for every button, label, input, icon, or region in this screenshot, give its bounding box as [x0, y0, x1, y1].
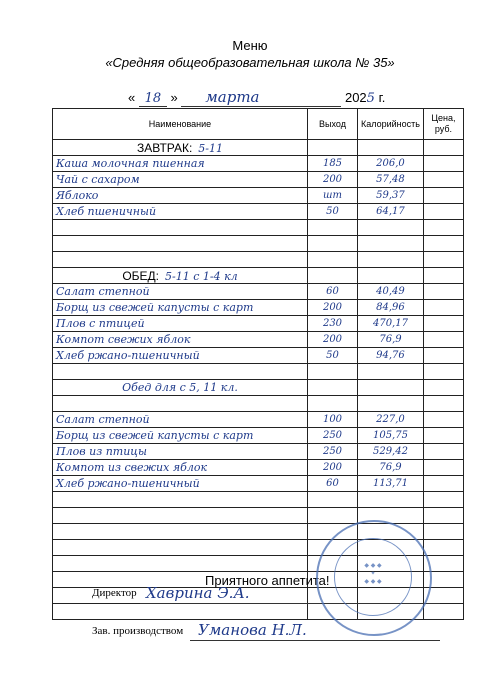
- section-row: [53, 268, 464, 284]
- item-price: [423, 428, 463, 444]
- table-row: [53, 332, 464, 348]
- item-calories: 76,9: [358, 332, 424, 348]
- item-name: Борщ из свежей капусты с карт: [53, 300, 308, 316]
- item-calories: 94,76: [358, 348, 424, 364]
- empty-cell: [53, 556, 308, 572]
- empty-cell: [423, 268, 463, 284]
- empty-cell: [423, 508, 463, 524]
- item-name: Хлеб ржано-пшеничный: [53, 476, 308, 492]
- section-row: [53, 140, 464, 156]
- item-name: Каша молочная пшенная: [53, 156, 308, 172]
- date-year-prefix: 202: [344, 90, 367, 105]
- item-output: 200: [308, 172, 358, 188]
- date-day: 18: [144, 91, 162, 106]
- item-output: 100: [308, 412, 358, 428]
- empty-cell: [53, 540, 308, 556]
- empty-cell: [53, 524, 308, 540]
- item-calories: 84,96: [358, 300, 424, 316]
- empty-cell: [358, 252, 424, 268]
- empty-cell: [53, 604, 308, 620]
- item-name: Компот из свежих яблок: [53, 460, 308, 476]
- empty-cell: [423, 604, 463, 620]
- subsection-row: [53, 380, 464, 396]
- item-price: [423, 348, 463, 364]
- item-price: [423, 284, 463, 300]
- section-note: 5-11 с 1-4 кл: [165, 269, 238, 283]
- item-price: [423, 412, 463, 428]
- item-calories: 227,0: [358, 412, 424, 428]
- item-calories: 76,9: [358, 460, 424, 476]
- table-row: [53, 156, 464, 172]
- empty-cell: [308, 364, 358, 380]
- page-title: Меню: [232, 38, 268, 53]
- empty-row: [53, 364, 464, 380]
- empty-row: [53, 236, 464, 252]
- item-calories: 40,49: [358, 284, 424, 300]
- item-name: Плов из птицы: [53, 444, 308, 460]
- table-row: [53, 316, 464, 332]
- empty-cell: [423, 492, 463, 508]
- table-row: [53, 204, 464, 220]
- empty-cell: [423, 524, 463, 540]
- item-price: [423, 332, 463, 348]
- deputy-signature-line: [190, 640, 440, 641]
- item-calories: 59,37: [358, 188, 424, 204]
- item-name: Плов с птицей: [53, 316, 308, 332]
- item-price: [423, 204, 463, 220]
- item-name: Салат степной: [53, 412, 308, 428]
- empty-cell: [308, 268, 358, 284]
- empty-row: [53, 492, 464, 508]
- greeting-text: Приятного аппетита!: [205, 573, 330, 588]
- empty-cell: [423, 252, 463, 268]
- item-output: 60: [308, 476, 358, 492]
- col-header-calories: Калорийность: [358, 109, 424, 140]
- table-row: [53, 348, 464, 364]
- table-row: [53, 476, 464, 492]
- empty-cell: [423, 140, 463, 156]
- item-price: [423, 460, 463, 476]
- school-name: «Средняя общеобразовательная школа № 35»: [105, 55, 395, 70]
- item-name: Чай с сахаром: [53, 172, 308, 188]
- empty-cell: [358, 236, 424, 252]
- item-name: Хлеб ржано-пшеничный: [53, 348, 308, 364]
- item-name: Хлеб пшеничный: [53, 204, 308, 220]
- empty-row: [53, 220, 464, 236]
- item-output: 250: [308, 428, 358, 444]
- item-name: Компот свежих яблок: [53, 332, 308, 348]
- empty-cell: [308, 380, 358, 396]
- item-price: [423, 188, 463, 204]
- empty-cell: [423, 380, 463, 396]
- item-output: 200: [308, 460, 358, 476]
- col-header-output: Выход: [308, 109, 358, 140]
- item-calories: 113,71: [358, 476, 424, 492]
- item-output: 200: [308, 332, 358, 348]
- item-output: 60: [308, 284, 358, 300]
- official-stamp: [316, 520, 432, 636]
- item-name: Яблоко: [53, 188, 308, 204]
- empty-cell: [423, 220, 463, 236]
- empty-cell: [308, 236, 358, 252]
- empty-cell: [423, 236, 463, 252]
- item-calories: 529,42: [358, 444, 424, 460]
- item-calories: 57,48: [358, 172, 424, 188]
- empty-cell: [308, 492, 358, 508]
- item-price: [423, 300, 463, 316]
- empty-cell: [358, 268, 424, 284]
- deputy-label: Зав. производством: [92, 625, 184, 637]
- empty-cell: [53, 508, 308, 524]
- item-price: [423, 316, 463, 332]
- empty-cell: [358, 364, 424, 380]
- item-output: 230: [308, 316, 358, 332]
- item-price: [423, 444, 463, 460]
- empty-cell: [308, 140, 358, 156]
- table-row: [53, 460, 464, 476]
- empty-cell: [358, 380, 424, 396]
- item-output: 185: [308, 156, 358, 172]
- date-year-last: 5: [366, 91, 375, 106]
- table-row: [53, 172, 464, 188]
- table-row: [53, 444, 464, 460]
- empty-row: [53, 508, 464, 524]
- table-row: [53, 284, 464, 300]
- section-title: ОБЕД:: [122, 268, 160, 283]
- item-output: 200: [308, 300, 358, 316]
- empty-cell: [53, 252, 308, 268]
- empty-cell: [358, 396, 424, 412]
- col-header-price: Цена, руб.: [423, 109, 463, 140]
- table-header-row: [53, 109, 464, 140]
- section-title: ЗАВТРАК:: [136, 140, 193, 155]
- date-line: [128, 88, 385, 107]
- col-header-name: Наименование: [53, 109, 308, 140]
- empty-cell: [423, 396, 463, 412]
- empty-cell: [308, 252, 358, 268]
- item-calories: 64,17: [358, 204, 424, 220]
- empty-cell: [358, 220, 424, 236]
- director-label: Директор: [92, 587, 137, 599]
- director-signature: Хаврина Э.А.: [146, 584, 250, 602]
- empty-cell: [53, 364, 308, 380]
- date-year-suffix: г.: [374, 90, 386, 105]
- item-calories: 105,75: [358, 428, 424, 444]
- item-output: 250: [308, 444, 358, 460]
- item-price: [423, 172, 463, 188]
- date-month: марта: [205, 88, 260, 106]
- stamp-center-mark: ◆ ◆ ◆ ✦ ◆ ◆ ◆: [364, 563, 382, 585]
- section-cell: [53, 268, 308, 284]
- section-note: 5-11: [198, 141, 224, 155]
- item-price: [423, 476, 463, 492]
- item-output: 50: [308, 348, 358, 364]
- empty-cell: [53, 492, 308, 508]
- item-output: шт: [308, 188, 358, 204]
- empty-cell: [358, 492, 424, 508]
- table-row: [53, 300, 464, 316]
- empty-cell: [308, 220, 358, 236]
- empty-row: [53, 252, 464, 268]
- section-cell: [53, 140, 308, 156]
- subsection-note: Обед для с 5, 11 кл.: [53, 380, 308, 396]
- empty-cell: [358, 140, 424, 156]
- empty-cell: [308, 508, 358, 524]
- item-output: 50: [308, 204, 358, 220]
- item-name: Салат степной: [53, 284, 308, 300]
- empty-cell: [423, 364, 463, 380]
- empty-cell: [53, 396, 308, 412]
- empty-row: [53, 396, 464, 412]
- table-row: [53, 188, 464, 204]
- empty-cell: [53, 236, 308, 252]
- deputy-signature: Уманова Н.Л.: [198, 621, 307, 639]
- item-price: [423, 156, 463, 172]
- item-name: Борщ из свежей капусты с карт: [53, 428, 308, 444]
- table-row: [53, 412, 464, 428]
- date-open-quote: «: [128, 90, 136, 105]
- date-close-quote: »: [170, 90, 178, 105]
- item-calories: 470,17: [358, 316, 424, 332]
- table-row: [53, 428, 464, 444]
- empty-cell: [53, 220, 308, 236]
- empty-cell: [308, 396, 358, 412]
- item-calories: 206,0: [358, 156, 424, 172]
- empty-cell: [423, 540, 463, 556]
